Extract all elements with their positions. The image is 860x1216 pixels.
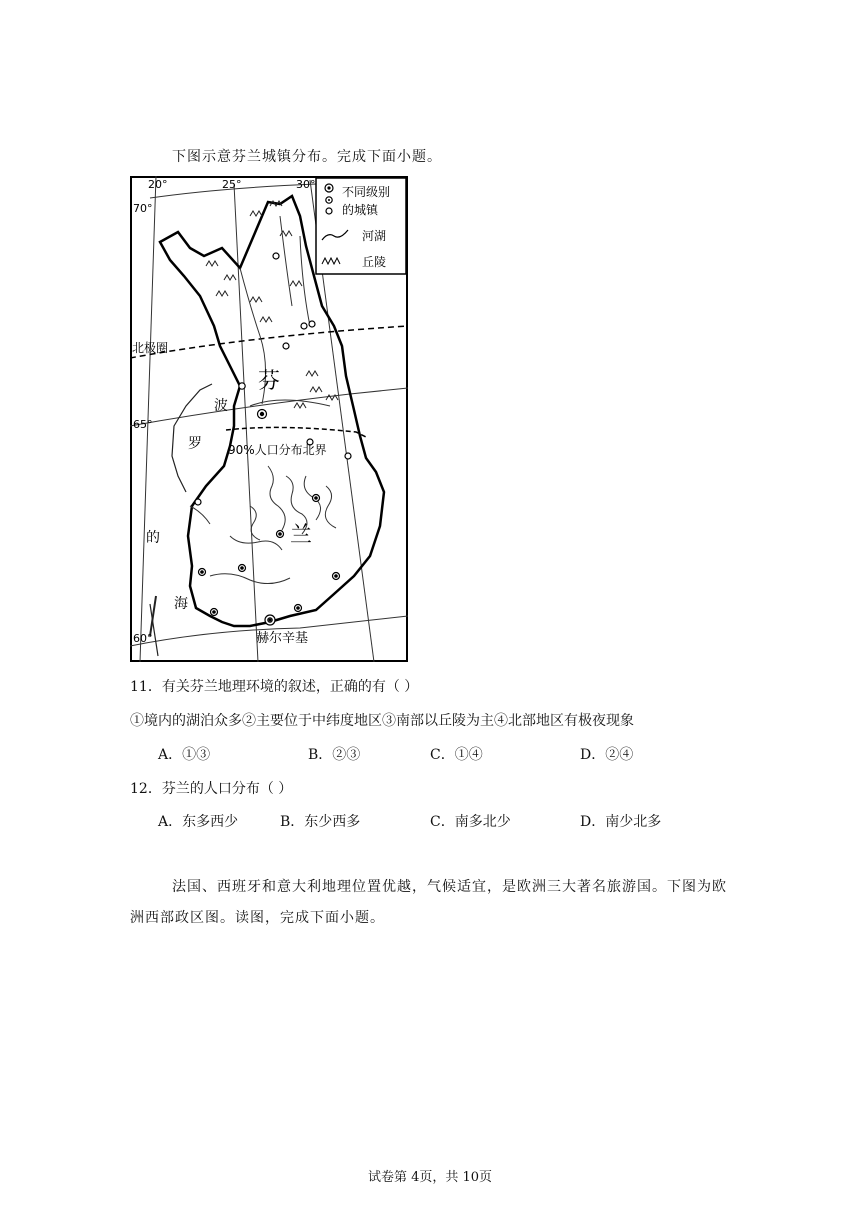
legend-towns-line1: 不同级别 — [342, 185, 391, 199]
q12-option-a[interactable]: A．东多西少 — [158, 814, 239, 830]
q11-stem: 11．有关芬兰地理环境的叙述，正确的有（ ） — [130, 679, 419, 695]
country-char-fen: 芬 — [258, 369, 281, 394]
lat-label-60: 60° — [133, 632, 153, 645]
country-char-lan: 兰 — [290, 523, 313, 548]
arctic-circle-label: 北极圈 — [132, 341, 169, 355]
page-footer: 试卷第 4页，共 10页 — [367, 1170, 493, 1185]
capital-label: 赫尔辛基 — [256, 631, 309, 646]
lon-label-20: 20° — [148, 178, 168, 191]
passage-2 — [130, 872, 736, 934]
legend-towns-line2: 的城镇 — [342, 203, 379, 217]
q12-option-d[interactable]: D．南少北多 — [580, 814, 662, 830]
q11-option-b[interactable]: B．②③ — [308, 747, 361, 763]
q12-stem: 12．芬兰的人口分布（ ） — [130, 781, 293, 797]
lon-label-25: 25° — [222, 178, 242, 191]
population-line-label: 90%人口分布北界 — [228, 443, 327, 457]
lat-label-65: 65° — [133, 418, 153, 431]
sea-char-bo: 波 — [214, 398, 228, 414]
sea-char-hai: 海 — [174, 596, 188, 612]
q11-option-d[interactable]: D．②④ — [580, 747, 634, 763]
map-legend — [316, 178, 406, 274]
q12-option-c[interactable]: C．南多北少 — [430, 814, 511, 830]
legend-rivers-lakes: 河湖 — [362, 229, 387, 243]
sea-char-de: 的 — [146, 530, 160, 546]
lat-label-70: 70° — [133, 202, 153, 215]
finland-town-map — [130, 176, 408, 662]
intro-text: 下图示意芬兰城镇分布。完成下面小题。 — [172, 149, 442, 165]
passage-2-line2: 洲西部政区图。读图，完成下面小题。 — [130, 910, 385, 926]
passage-2-line1: 法国、西班牙和意大利地理位置优越，气候适宜，是欧洲三大著名旅游国。下图为欧 — [172, 879, 727, 895]
q11-option-a[interactable]: A．①③ — [158, 747, 211, 763]
lon-label-30: 30° — [296, 178, 316, 191]
sea-char-luo: 罗 — [188, 436, 202, 452]
legend-hills: 丘陵 — [362, 255, 387, 269]
q11-statements: ①境内的湖泊众多②主要位于中纬度地区③南部以丘陵为主④北部地区有极夜现象 — [130, 713, 634, 729]
q11-option-c[interactable]: C．①④ — [430, 747, 483, 763]
q12-option-b[interactable]: B．东少西多 — [280, 814, 361, 830]
